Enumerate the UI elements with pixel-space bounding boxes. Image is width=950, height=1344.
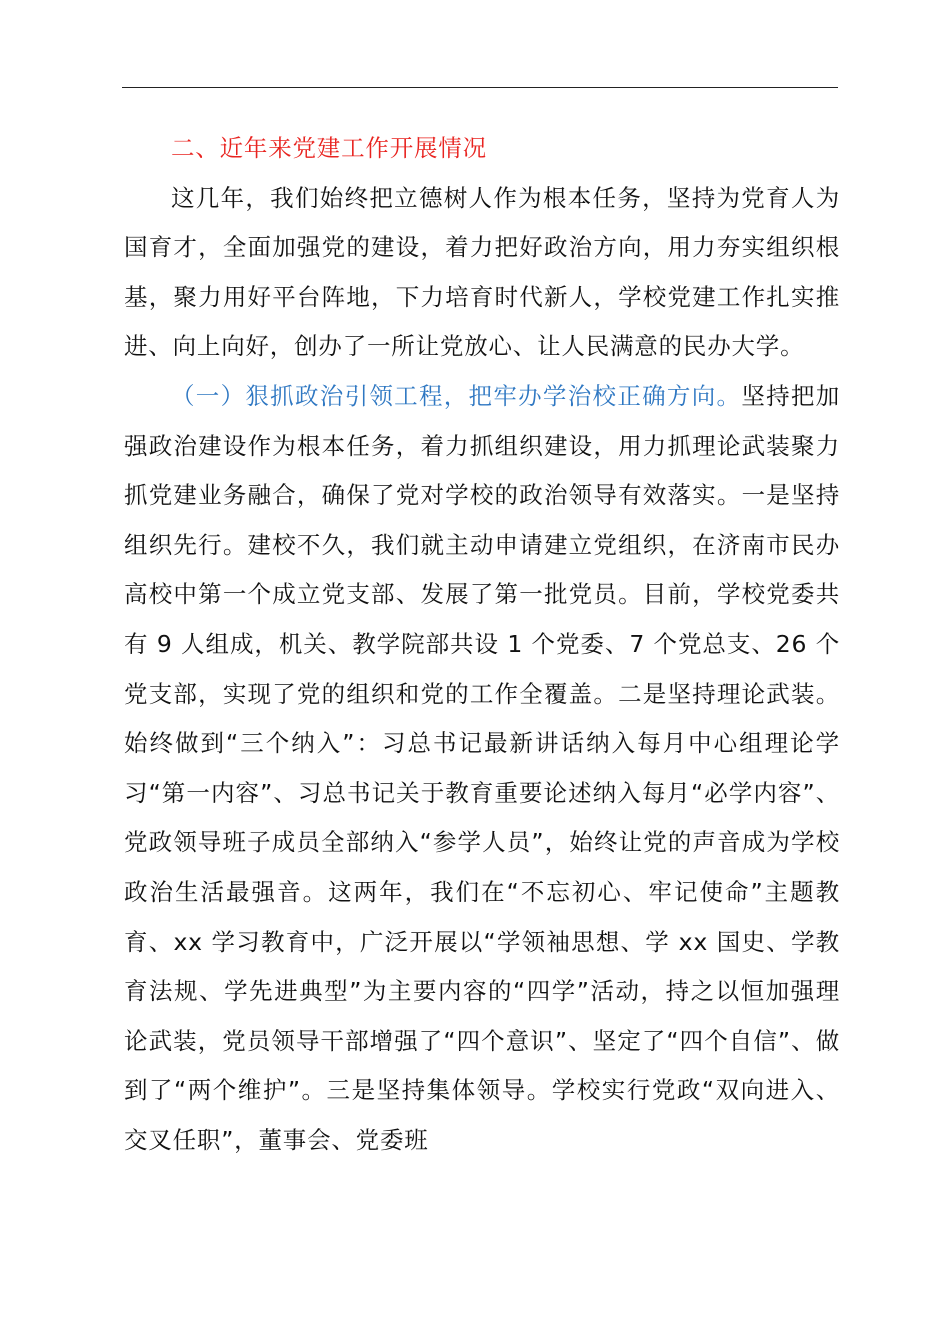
header-rule — [122, 87, 838, 88]
document-body — [124, 124, 840, 1165]
section-heading-text: 二、近年来党建工作开展情况 — [171, 134, 487, 162]
paragraph-2-body: 坚持把加强政治建设作为根本任务，着力抓组织建设，用力抓理论武装聚力抓党建业务融合，确保了党对学校的政治领导有效落实。一是坚持组织先行。建校不久，我们就主动申请建立党组织，在济南市民办高校中第一个成立党支部、发展了第一批党员。目前，学校党委共有 9 人组成，机关、教学院部共设 1 个党委、7 个党总支、26 个党支部，实现了党的组织和党的工作全覆盖。二是坚持理论武装。始终做到“三个纳入”：习总书记最新讲话纳入每月中心组理论学习“第一内容”、习总书记关于教育重要论述纳入每月“必学内容”、党政领导班子成员全部纳入“参学人员”，始终让党的声音成为学校政治生活最强音。这两年，我们在“不忘初心、牢记使命”主题教育、xx 学习教育中，广泛开展以“学领袖思想、学 xx 国史、学教育法规、学先进典型”为主要内容的“四学”活动，持之以恒加强理论武装，党员领导干部增强了“四个意识”、坚定了“四个自信”、做到了“两个维护”。三是坚持集体领导。学校实行党政“双向进入、交叉任职”，董事会、党委班 — [124, 381, 840, 1154]
paragraph-2 — [124, 372, 840, 1166]
section-heading — [124, 124, 840, 174]
subheading-1: （一）狠抓政治引领工程，把牢办学治校正确方向。 — [171, 381, 742, 410]
paragraph-1: 这几年，我们始终把立德树人作为根本任务，坚持为党育人为国育才，全面加强党的建设，着力把好政治方向，用力夯实组织根基，聚力用好平台阵地，下力培育时代新人，学校党建工作扎实推进、向上向好，创办了一所让党放心、让人民满意的民办大学。 — [124, 183, 840, 361]
